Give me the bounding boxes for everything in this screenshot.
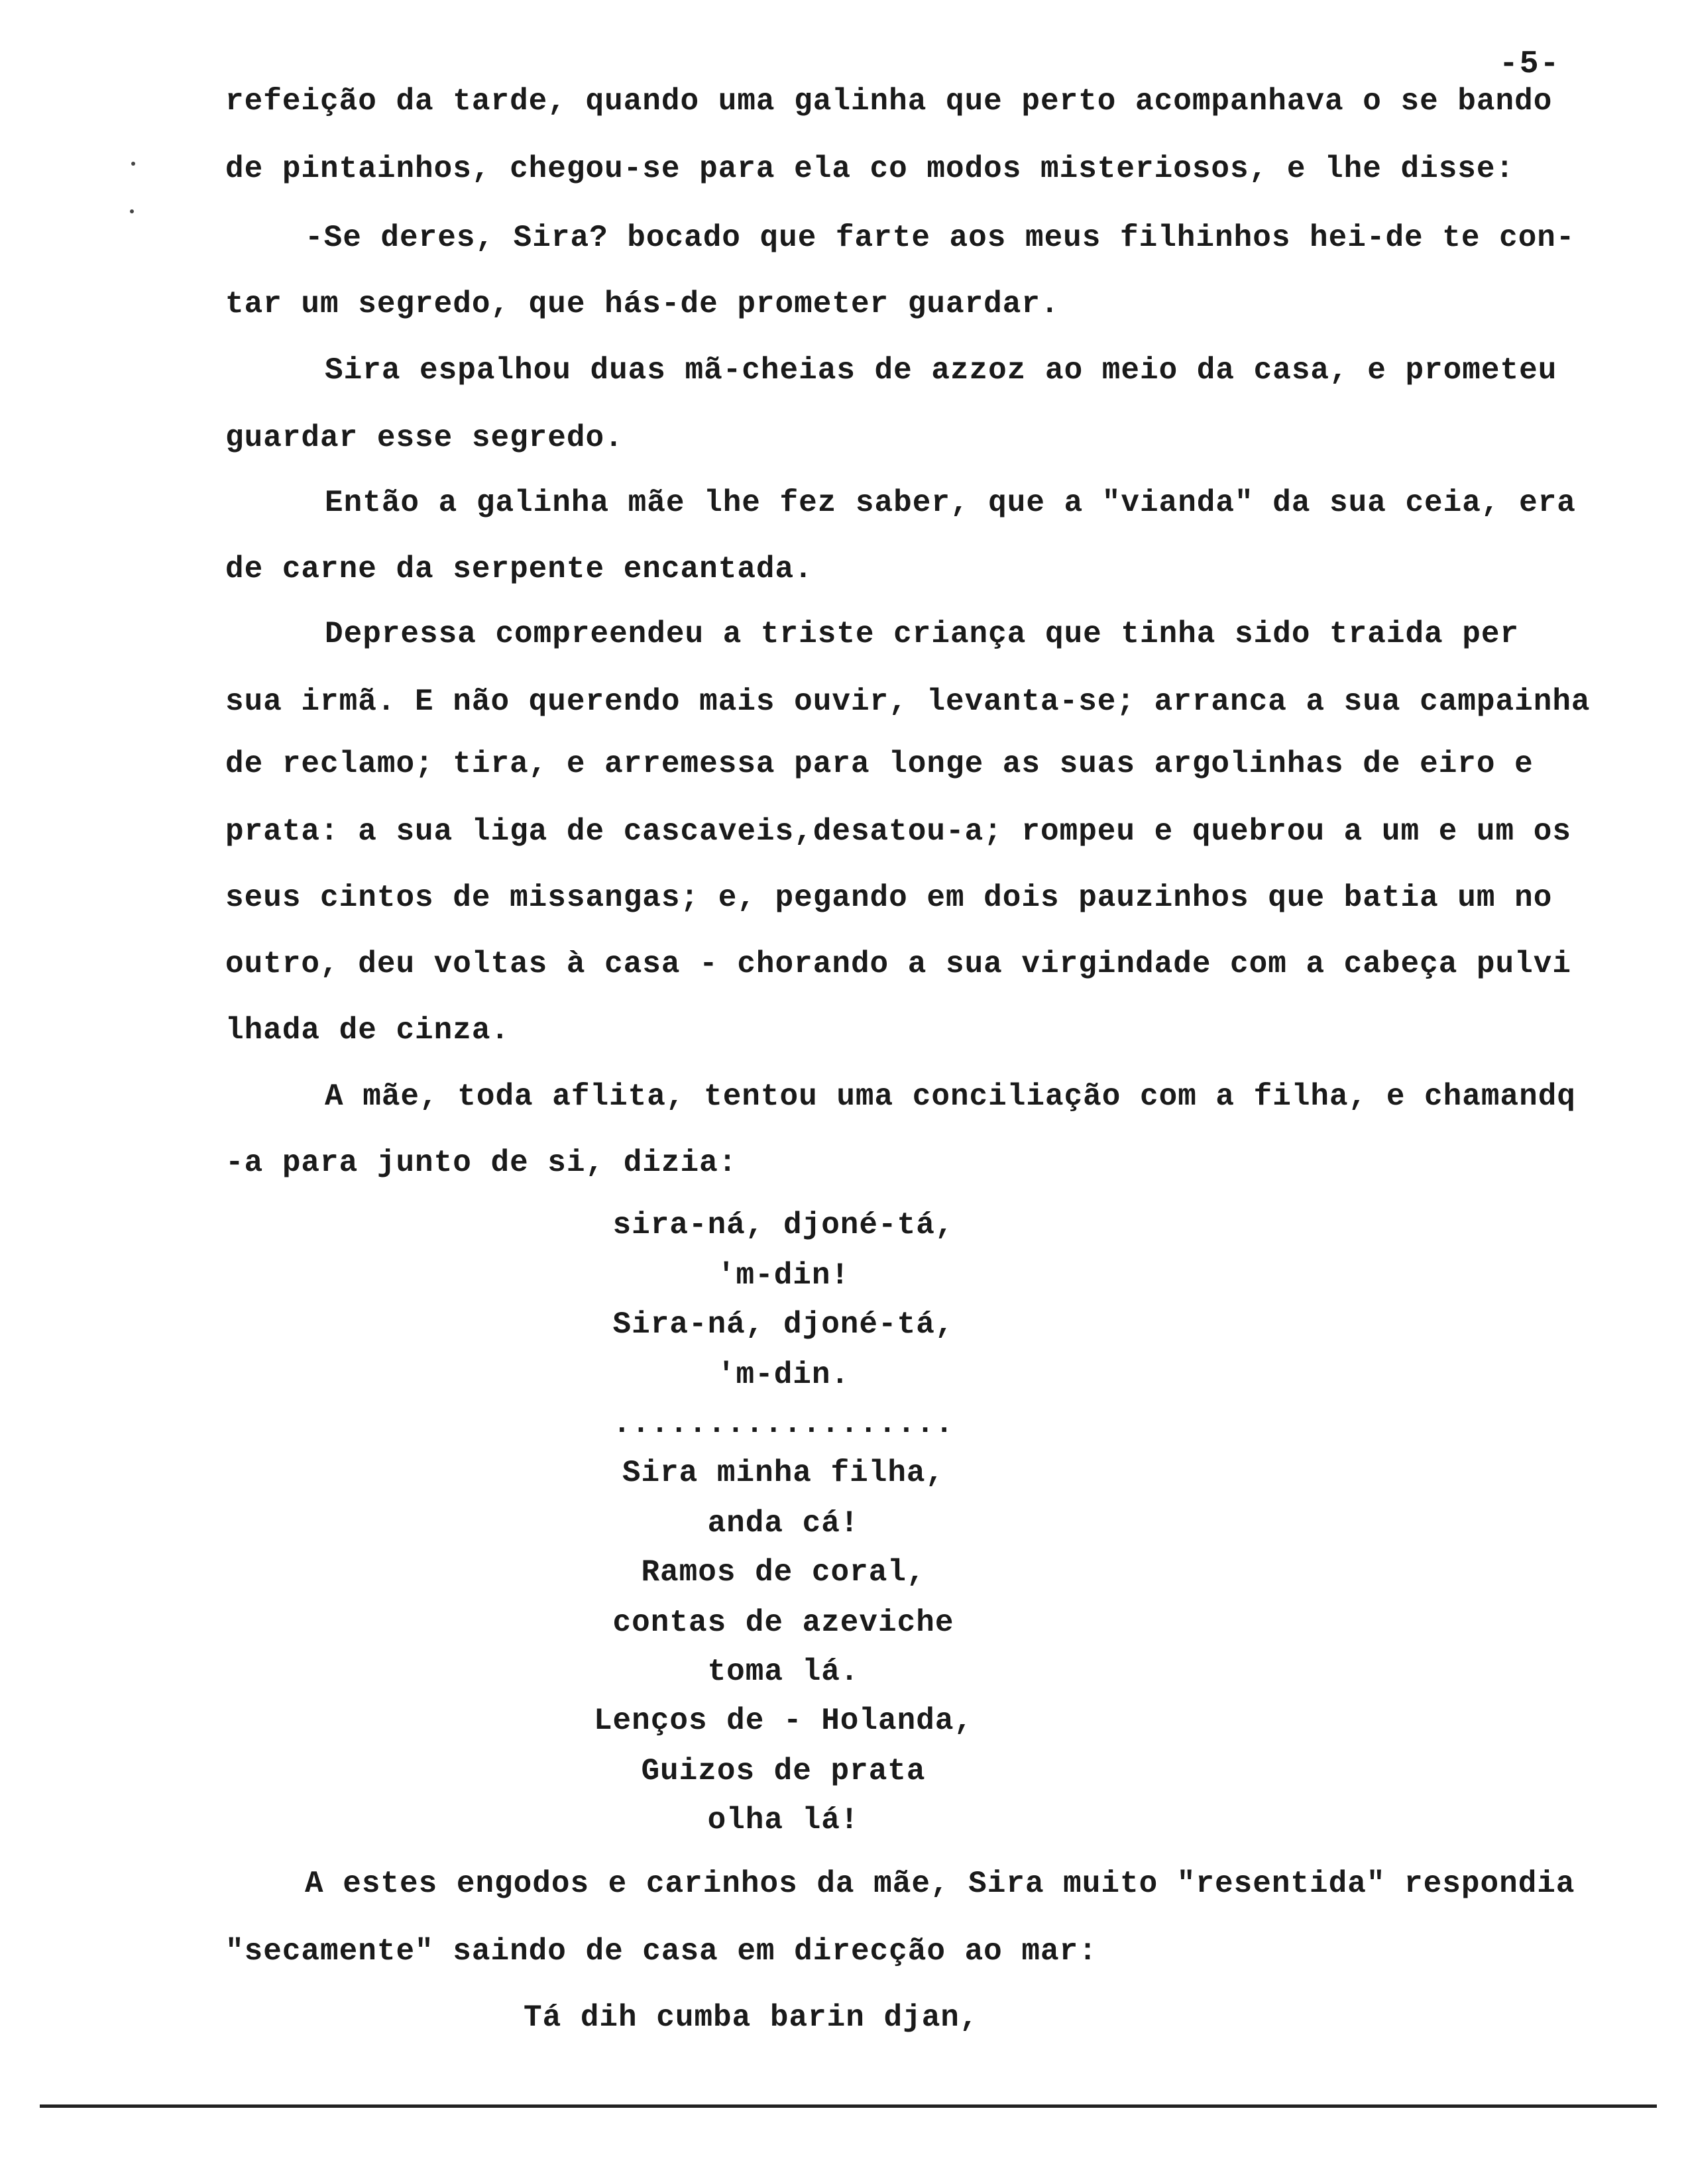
- verse-line: anda cá!: [707, 1506, 860, 1541]
- verse-line: contas de azeviche: [612, 1606, 954, 1640]
- verse-line: Guizos de prata: [641, 1754, 926, 1788]
- text-line: -a para junto de si, dizia:: [225, 1146, 738, 1180]
- bottom-rule: [40, 2104, 1657, 2108]
- verse-line: Sira minha filha,: [622, 1456, 945, 1490]
- verse-line: Sira-ná, djoné-tá,: [612, 1307, 954, 1342]
- verse-line: 'm-din.: [716, 1358, 850, 1392]
- text-line: sua irmã. E não querendo mais ouvir, levanta-se; arranca a sua campainha: [225, 684, 1591, 719]
- scan-speck: [131, 162, 135, 166]
- verse-separator: ..................: [612, 1407, 954, 1441]
- page-number: -5-: [1499, 46, 1561, 82]
- text-line: refeição da tarde, quando uma galinha que perto acompanhava o se bando: [225, 84, 1553, 119]
- text-line: prata: a sua liga de cascaveis,desatou-a; rompeu e quebrou a um e um os: [225, 814, 1571, 849]
- text-line: lhada de cinza.: [225, 1013, 510, 1048]
- text-line: outro, deu voltas à casa - chorando a sua virgindade com a cabeça pulvi: [225, 947, 1571, 981]
- text-line: Sira espalhou duas mã-cheias de azzoz ao meio da casa, e prometeu: [325, 353, 1557, 388]
- verse-line: sira-ná, djoné-tá,: [612, 1208, 954, 1242]
- text-line: Depressa compreendeu a triste criança que tinha sido traida per: [325, 617, 1520, 651]
- scan-speck: [130, 209, 134, 213]
- verse-line: Lenços de - Holanda,: [593, 1704, 974, 1738]
- text-line: de pintainhos, chegou-se para ela co modos misteriosos, e lhe disse:: [225, 152, 1515, 186]
- verse-line: Ramos de coral,: [641, 1555, 926, 1590]
- text-line: de reclamo; tira, e arremessa para longe as suas argolinhas de eiro e: [225, 747, 1534, 781]
- verse-line: olha lá!: [707, 1803, 860, 1837]
- verse-line: 'm-din!: [716, 1258, 850, 1293]
- text-line: A estes engodos e carinhos da mãe, Sira muito "resentida" respondia: [305, 1867, 1575, 1901]
- text-line: "secamente" saindo de casa em direcção ao mar:: [225, 1934, 1097, 1969]
- text-line: A mãe, toda aflita, tentou uma conciliação com a filha, e chamandq: [325, 1079, 1576, 1114]
- verse-line: Tá dih cumba barin djan,: [524, 2000, 979, 2035]
- text-line: Então a galinha mãe lhe fez saber, que a "vianda" da sua ceia, era: [325, 486, 1576, 520]
- verse-line: toma lá.: [707, 1655, 860, 1689]
- text-line: seus cintos de missangas; e, pegando em dois pauzinhos que batia um no: [225, 881, 1553, 915]
- text-line: -Se deres, Sira? bocado que farte aos meus filhinhos hei-de te con-: [305, 221, 1575, 255]
- text-line: guardar esse segredo.: [225, 421, 624, 455]
- text-line: tar um segredo, que hás-de prometer guardar.: [225, 287, 1060, 321]
- text-line: de carne da serpente encantada.: [225, 552, 813, 586]
